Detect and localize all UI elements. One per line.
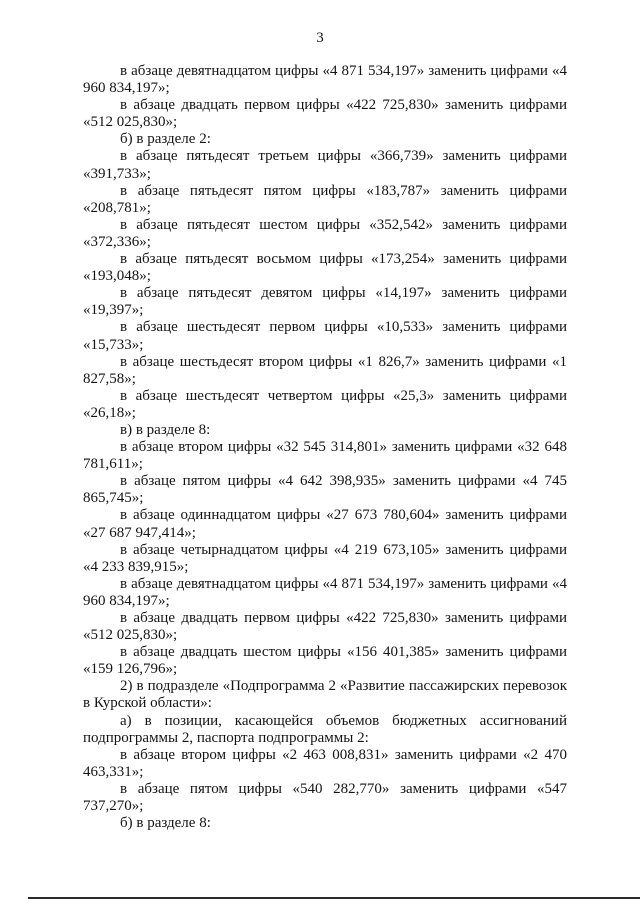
paragraph: в абзаце втором цифры «32 545 314,801» заменить цифрами «32 648 781,611»; [83, 439, 567, 473]
paragraph: в абзаце пятом цифры «4 642 398,935» заменить цифрами «4 745 865,745»; [83, 473, 567, 507]
paragraph: в абзаце пятьдесят пятом цифры «183,787» заменить цифрами «208,781»; [83, 182, 567, 216]
paragraph: в абзаце пятом цифры «540 282,770» заменить цифрами «547 737,270»; [83, 780, 567, 815]
paragraph: в абзаце четырнадцатом цифры «4 219 673,105» заменить цифрами «4 233 839,915»; [83, 541, 567, 575]
paragraph: а) в позиции, касающейся объемов бюджетных ассигнований подпрограммы 2, паспорта подпрограммы 2: [83, 712, 567, 746]
paragraph: в абзаце пятьдесят девятом цифры «14,197» заменить цифрами «19,397»; [83, 285, 567, 319]
paragraph: в абзаце двадцать первом цифры «422 725,830» заменить цифрами «512 025,830»; [83, 97, 567, 131]
paragraph: в абзаце пятьдесят восьмом цифры «173,254» заменить цифрами «193,048»; [83, 251, 567, 285]
section-heading: в) в разделе 8: [120, 421, 211, 438]
section-heading: б) в разделе 8: [120, 815, 211, 832]
paragraph: в абзаце девятнадцатом цифры «4 871 534,197» заменить цифрами «4 960 834,197»; [83, 575, 567, 609]
section-heading: б) в разделе 2: [120, 131, 211, 148]
paragraph: в абзаце двадцать первом цифры «422 725,830» заменить цифрами «512 025,830»; [83, 610, 567, 644]
paragraph: 2) в подразделе «Подпрограмма 2 «Развитие пассажирских перевозок в Курской области»: [83, 678, 567, 712]
paragraph: в абзаце шестьдесят первом цифры «10,533» заменить цифрами «15,733»; [83, 319, 567, 353]
paragraph: в абзаце двадцать шестом цифры «156 401,385» заменить цифрами «159 126,796»; [83, 644, 567, 678]
paragraph: в абзаце втором цифры «2 463 008,831» заменить цифрами «2 470 463,331»; [83, 746, 567, 780]
paragraph: в абзаце девятнадцатом цифры «4 871 534,197» заменить цифрами «4 960 834,197»; [83, 63, 567, 97]
paragraph: в абзаце одиннадцатом цифры «27 673 780,604» заменить цифрами «27 687 947,414»; [83, 507, 567, 541]
paragraph: в абзаце пятьдесят шестом цифры «352,542» заменить цифрами «372,336»; [83, 216, 567, 250]
paragraph: в абзаце шестьдесят втором цифры «1 826,7» заменить цифрами «1 827,58»; [83, 353, 567, 387]
page-number: 3 [316, 30, 324, 46]
document-body [83, 63, 567, 832]
bottom-rule [28, 897, 640, 899]
paragraph: в абзаце пятьдесят третьем цифры «366,739» заменить цифрами «391,733»; [83, 148, 567, 182]
paragraph: в абзаце шестьдесят четвертом цифры «25,3» заменить цифрами «26,18»; [83, 387, 567, 421]
